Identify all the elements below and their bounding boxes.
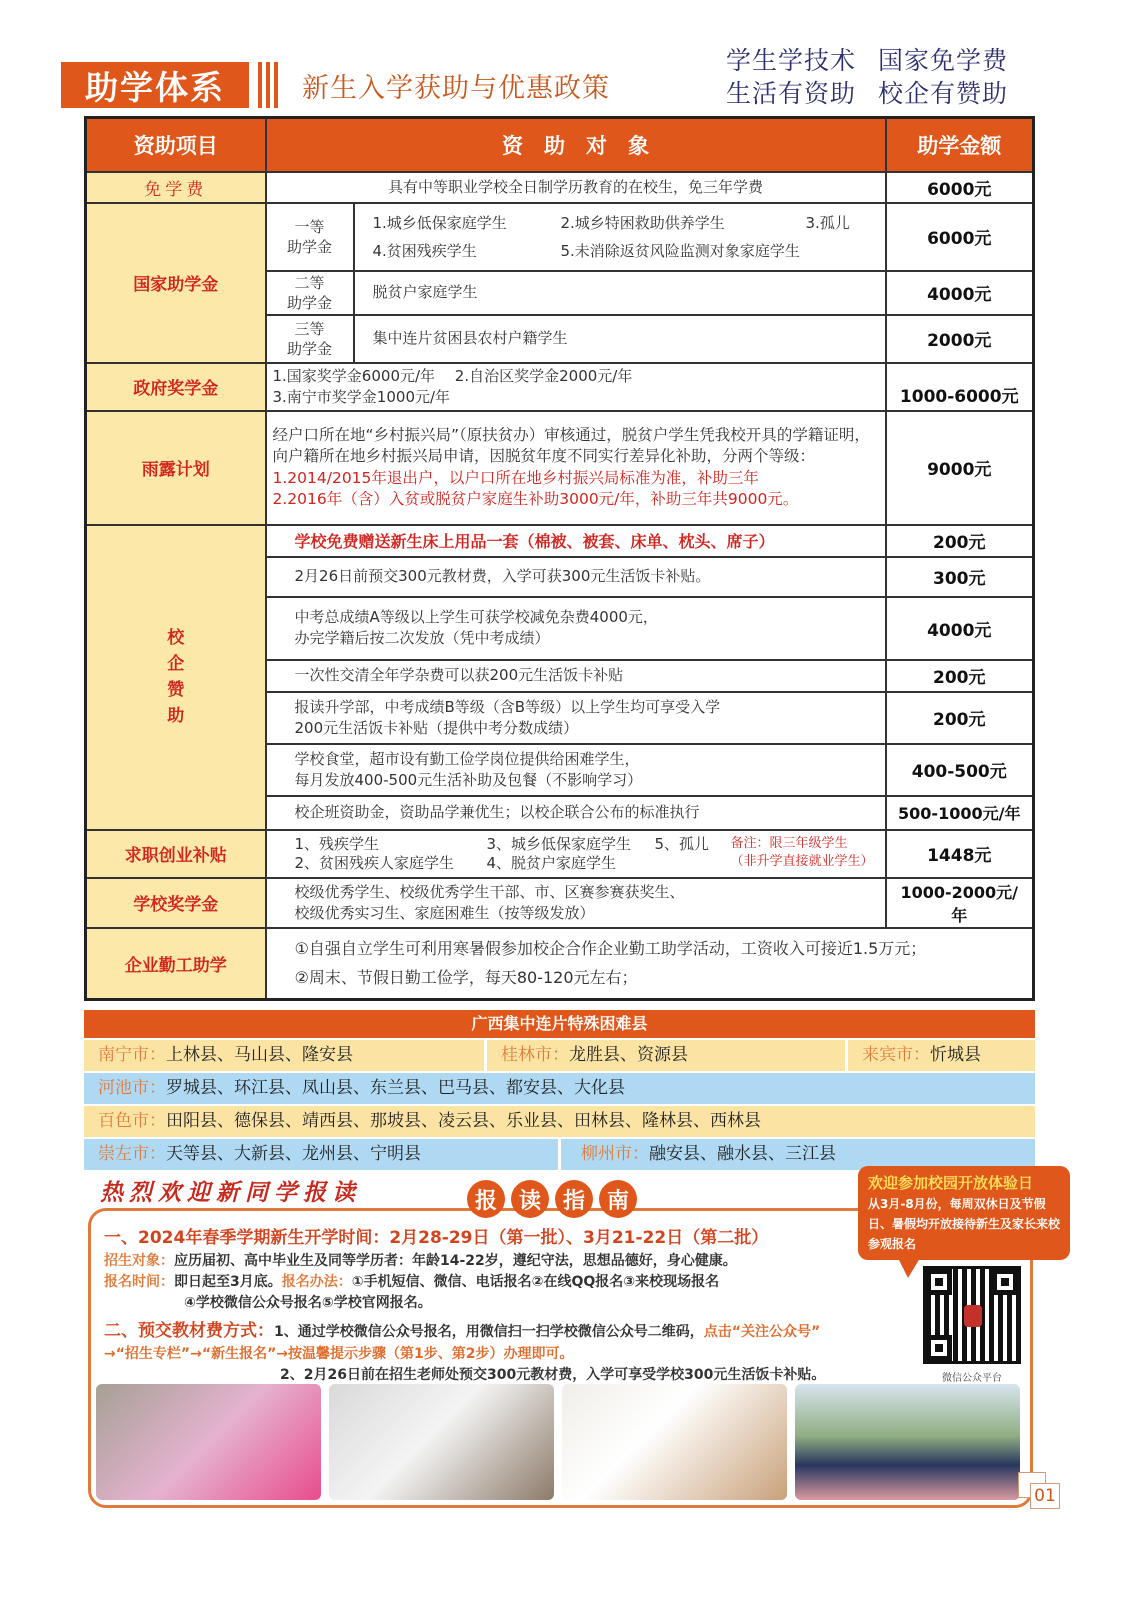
aid-table [84, 116, 1035, 1001]
amount-cell: 1000-6000元 [886, 363, 1034, 411]
step-highlight: 点击“关注公众号” [703, 1324, 821, 1340]
desc-line: 报读升学部，中考成绩B等级（含B等级）以上学生均可享受入学 [294, 697, 721, 716]
table-row [86, 363, 1034, 411]
desc-red-line: 2.2016年（含）入贫或脱贫户家庭生补助3000元/年，补助三年共9000元。 [272, 490, 799, 508]
amount-cell: 4000元 [886, 597, 1034, 660]
amount-cell: 200元 [886, 660, 1034, 692]
step-text: 2、2月26日前在招生老师处预交300元教材费，入学可享受学校300元生活饭卡补贴。 [280, 1367, 826, 1383]
desc-line: 每月发放400-500元生活补助及包餐（不影响学习） [294, 770, 643, 789]
counties-row [84, 1073, 1035, 1104]
amount-cell: 2000元 [886, 315, 1034, 363]
school-logo-icon [964, 1305, 982, 1327]
qr-caption: 微信公众平台 [942, 1373, 1002, 1384]
amount-cell: 1000-2000元/年 [886, 878, 1034, 928]
category-cell: 免学费 [86, 172, 266, 203]
category-cell: 政府奖学金 [86, 363, 266, 411]
city-label: 桂林市： [501, 1045, 569, 1065]
desc-cell: 一次性交清全年学杂费可以获200元生活饭卡补贴 [266, 660, 886, 692]
item-text: 1.城乡低保家庭学生 [372, 213, 507, 232]
item-text: 3.孤儿 [805, 213, 850, 232]
slogan-text: 学生学技术 [726, 46, 857, 75]
photo-strip [96, 1384, 1020, 1500]
city-label: 柳州市： [581, 1144, 649, 1164]
wechat-qr-code[interactable] [923, 1266, 1021, 1364]
county-list: 龙胜县、资源县 [569, 1045, 688, 1065]
page-number: 01 [1030, 1483, 1060, 1509]
cat-char: 校 [167, 628, 185, 648]
level-cell: 三等 助学金 [266, 315, 354, 363]
page-subtitle: 新生入学获助与优惠政策 [302, 73, 610, 104]
desc-line: ①自强自立学生可利用寒暑假参加校企合作企业勤工助学活动，工资收入可接近1.5万元； [294, 939, 927, 959]
divider-bars [258, 62, 282, 108]
county-cell [84, 1106, 1035, 1137]
desc-line: 200元生活饭卡补贴（提供中考分数成绩） [294, 718, 579, 737]
step-highlight: →“招生专栏”→“新生报名”→按温馨提示步骤（第1步、第2步）办理即可。 [104, 1346, 574, 1362]
desc-red-line: 1.2014/2015年退出户，以户口所在地乡村振兴局标准为准，补助三年 [272, 468, 759, 487]
county-cell [848, 1040, 1035, 1071]
field-value: ④学校微信公众号报名⑤学校官网报名。 [184, 1295, 432, 1311]
item-text: 4.贫困残疾学生 [372, 241, 477, 260]
city-label: 南宁市： [98, 1045, 166, 1065]
qr-corner [926, 1335, 952, 1361]
category-cell [86, 525, 266, 830]
item-text: 5、孤儿 [654, 834, 710, 853]
slogan-text: 国家免学费 [878, 46, 1009, 75]
guide-heading [467, 1180, 637, 1218]
section-tag: 助学体系 [61, 62, 249, 108]
desc-cell: 2月26日前预交300元教材费，入学可获300元生活饭卡补贴。 [266, 557, 886, 597]
callout-title: 欢迎参加校园开放体验日 [868, 1174, 1034, 1192]
city-label: 百色市： [98, 1111, 166, 1131]
county-list: 忻城县 [930, 1045, 981, 1065]
field-label: 招生对象： [104, 1253, 174, 1269]
field-label: 报名办法： [281, 1274, 352, 1290]
desc-cell [266, 878, 886, 928]
amount-cell: 500-1000元/年 [886, 796, 1034, 830]
amount-cell: 9000元 [886, 411, 1034, 525]
step-text: 1、通过学校微信公众号报名，用微信扫一扫学校微信公众号二维码， [274, 1324, 704, 1340]
desc-cell: 学校免费赠送新生床上用品一套（棉被、被套、床单、枕头、席子） [266, 525, 886, 557]
table-row [86, 878, 1034, 928]
desc-line: 1.国家奖学金6000元/年 2.自治区奖学金2000元/年 [272, 366, 633, 385]
desc-line: ②周末、节假日勤工俭学，每天80-120元左右； [294, 968, 638, 988]
slogan-text: 校企有赞助 [878, 79, 1009, 108]
col-header: 资助项目 [86, 118, 266, 172]
category-cell: 求职创业补贴 [86, 830, 266, 878]
category-cell: 学校奖学金 [86, 878, 266, 928]
slogan-text: 生活有资助 [726, 79, 857, 108]
desc-cell [266, 830, 886, 878]
county-list: 罗城县、环江县、凤山县、东兰县、巴马县、都安县、大化县 [166, 1078, 625, 1098]
category-cell: 国家助学金 [86, 203, 266, 363]
desc-cell [266, 928, 1034, 1000]
slogan [726, 44, 1030, 110]
desc-cell [266, 597, 886, 660]
amount-cell: 4000元 [886, 271, 1034, 315]
guide-char: 指 [555, 1180, 593, 1218]
item-text: 2、贫困残疾人家庭学生 [294, 853, 455, 872]
level-cell: 一等 助学金 [266, 203, 354, 271]
cat-char: 助 [167, 706, 185, 726]
guide-char: 读 [511, 1180, 549, 1218]
county-list: 融安县、融水县、三江县 [649, 1144, 836, 1164]
amount-cell: 200元 [886, 692, 1034, 744]
col-header: 助学金额 [886, 118, 1034, 172]
table-row [86, 172, 1034, 203]
desc-line: 办完学籍后按二次发放（凭中考成绩） [294, 629, 550, 647]
amount-cell: 1448元 [886, 830, 1034, 878]
table-row [86, 203, 1034, 271]
desc-cell [266, 411, 886, 525]
county-cell [84, 1139, 558, 1170]
city-label: 来宾市： [862, 1045, 930, 1065]
city-label: 崇左市： [98, 1144, 166, 1164]
photo-chefs [562, 1384, 787, 1500]
welcome-banner: 热烈欢迎新同学报读 [100, 1179, 361, 1206]
amount-cell: 6000元 [886, 203, 1034, 271]
table-header-row [86, 118, 1034, 172]
col-header: 资 助 对 象 [266, 118, 886, 172]
desc-line: 中考总成绩A等级以上学生可获学校减免杂费4000元， [294, 608, 658, 626]
county-list: 天等县、大新县、龙州县、宁明县 [166, 1144, 421, 1164]
field-value: 即日起至3月底。 [174, 1274, 282, 1290]
desc-line: 校级优秀实习生、家庭困难生（按等级发放） [294, 903, 595, 922]
callout-body: 从3月-8月份，每周双休日及节假日、暑假均开放接待新生及家长来校参观报名 [868, 1197, 1061, 1251]
table-row [86, 928, 1034, 1000]
desc-cell: 脱贫户家庭学生 [354, 271, 886, 315]
category-cell: 企业勤工助学 [86, 928, 266, 1000]
table-row [86, 525, 1034, 557]
amount-cell: 6000元 [886, 172, 1034, 203]
table-row [86, 830, 1034, 878]
desc-line: 校级优秀学生、校级优秀学生干部、市、区赛参赛获奖生、 [294, 882, 685, 901]
county-list: 田阳县、德保县、靖西县、那坡县、凌云县、乐业县、田林县、隆林县、西林县 [166, 1111, 761, 1131]
county-list: 上林县、马山县、隆安县 [166, 1045, 353, 1065]
section-heading: 一、2024年春季学期新生开学时间：2月28-29日（第一批）、3月21-22日（第二批） [104, 1228, 769, 1248]
county-cell [84, 1040, 484, 1071]
guide-char: 报 [467, 1180, 505, 1218]
item-text: 3、城乡低保家庭学生 [486, 834, 632, 853]
qr-corner [992, 1269, 1018, 1295]
desc-cell: 具有中等职业学校全日制学历教育的在校生，免三年学费 [266, 172, 886, 203]
desc-cell: 集中连片贫困县农村户籍学生 [354, 315, 886, 363]
item-text: 2.城乡特困救助供养学生 [560, 213, 725, 232]
counties-row [84, 1106, 1035, 1137]
table-row [86, 411, 1034, 525]
desc-cell [354, 203, 886, 271]
counties-row [84, 1040, 1035, 1071]
city-label: 河池市： [98, 1078, 166, 1098]
field-value: ①手机短信、微信、电话报名②在线QQ报名③来校现场报名 [351, 1274, 720, 1290]
desc-line: 3.南宁市奖学金1000元/年 [272, 387, 451, 406]
note-text: 备注：限三年级学生 [730, 835, 848, 851]
desc-text: 经户口所在地“乡村振兴局”（原扶贫办）审核通过，脱贫户学生凭我校开具的学籍证明，向户籍所在地乡村振兴局申请，因脱贫年度不同实行差异化补助，分两个等级： [272, 425, 870, 465]
guide-char: 南 [599, 1180, 637, 1218]
desc-cell [266, 692, 886, 744]
qr-corner [926, 1269, 952, 1295]
desc-cell [266, 363, 886, 411]
amount-cell: 400-500元 [886, 744, 1034, 796]
section-heading: 二、预交教材费方式： [104, 1321, 274, 1341]
desc-cell [266, 744, 886, 796]
photo-cooking-students [329, 1384, 554, 1500]
cat-char: 赞 [167, 680, 185, 700]
cat-char: 企 [167, 654, 185, 674]
counties-section [84, 1010, 1035, 1170]
level-cell: 二等 助学金 [266, 271, 354, 315]
desc-cell: 校企班资助金，资助品学兼优生；以校企联合公布的标准执行 [266, 796, 886, 830]
photo-flight-attendants [96, 1384, 321, 1500]
county-cell [84, 1073, 1035, 1104]
item-text: 1、残疾学生 [294, 834, 380, 853]
field-label: 报名时间： [104, 1274, 174, 1290]
note-text: （非升学直接就业学生） [730, 853, 874, 869]
counties-title: 广西集中连片特殊困难县 [84, 1010, 1035, 1038]
item-text: 5.未消除返贫风险监测对象家庭学生 [560, 241, 800, 260]
amount-cell: 300元 [886, 557, 1034, 597]
enrollment-info [104, 1225, 924, 1386]
amount-cell: 200元 [886, 525, 1034, 557]
county-cell [487, 1040, 845, 1071]
item-text: 4、脱贫户家庭学生 [486, 853, 617, 872]
category-cell: 雨露计划 [86, 411, 266, 525]
photo-uniformed-students [795, 1384, 1020, 1500]
desc-line: 学校食堂，超市设有勤工俭学岗位提供给困难学生， [294, 749, 640, 768]
field-value: 应历届初、高中毕业生及同等学历者：年龄14-22岁，遵纪守法，思想品德好，身心健康。 [174, 1253, 737, 1269]
